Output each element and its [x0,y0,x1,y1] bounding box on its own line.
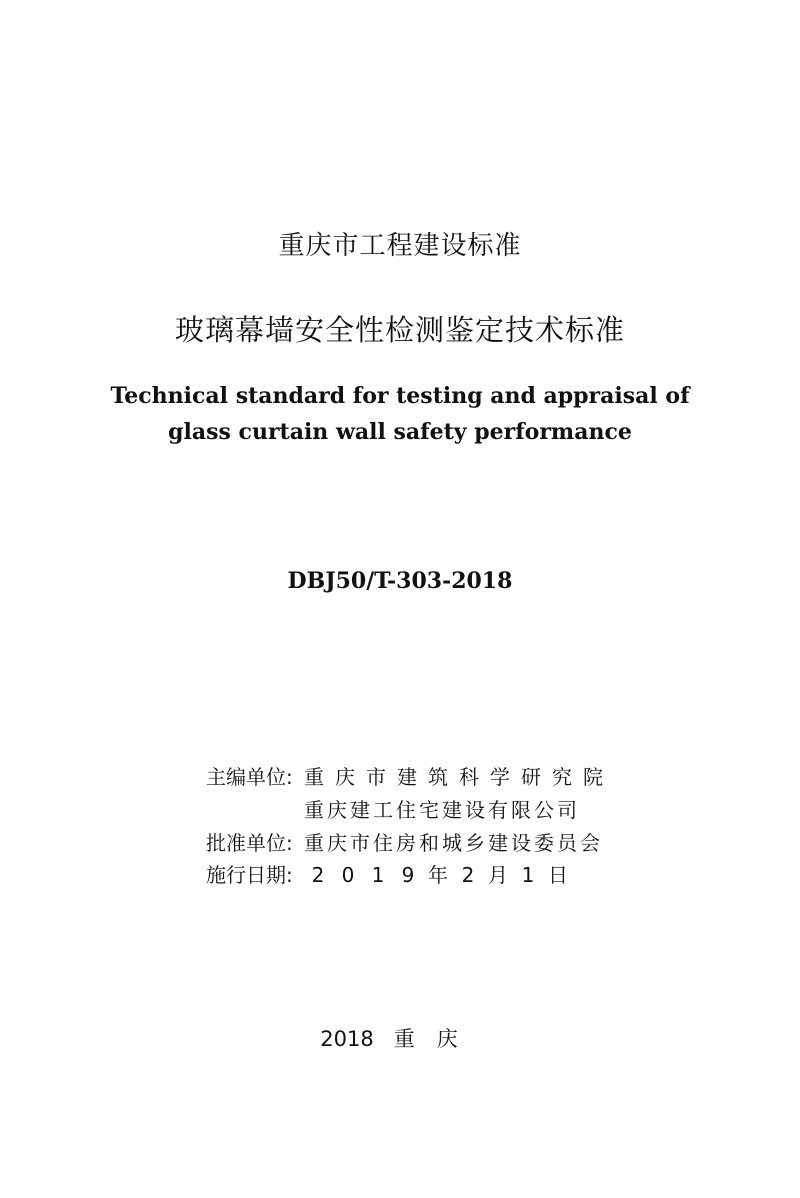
chief-editor-1: 重庆市建筑科学研究院 [304,765,614,789]
publication-city: 重庆 [393,1027,480,1051]
chief-editor-row [206,764,614,790]
date-char: 日 [548,863,570,887]
date-char: 1 [521,863,537,887]
standard-code: DBJ50/T-303-2018 [287,568,513,594]
date-char: 年 [428,863,450,887]
date-char: 2 [311,863,327,887]
approver-name: 重庆市住房和城乡建设委员会 [304,831,603,855]
approver-label: 批准单位: [206,831,293,855]
chief-editor-row-2 [206,797,606,823]
effective-date [304,862,574,888]
standard-title-english-line-2: glass curtain wall safety performance [168,419,632,445]
date-char: 月 [488,863,510,887]
publication-footer [0,1024,800,1054]
approver-row [206,830,606,856]
date-char: 2 [461,863,477,887]
standard-title-english-line-1: Technical standard for testing and appraisal of [110,383,690,409]
effective-date-label: 施行日期: [206,863,293,887]
standard-title-chinese: 玻璃幕墙安全性检测鉴定技术标准 [174,313,625,347]
date-char: 1 [371,863,387,887]
publication-year: 2018 [320,1027,374,1051]
date-char: 0 [341,863,357,887]
chief-editor-label: 主编单位: [206,765,293,789]
series-title: 重庆市工程建设标准 [278,231,522,261]
date-char: 9 [401,863,417,887]
chief-editor-2: 重庆建工住宅建设有限公司 [304,798,580,822]
effective-date-row [206,862,606,888]
